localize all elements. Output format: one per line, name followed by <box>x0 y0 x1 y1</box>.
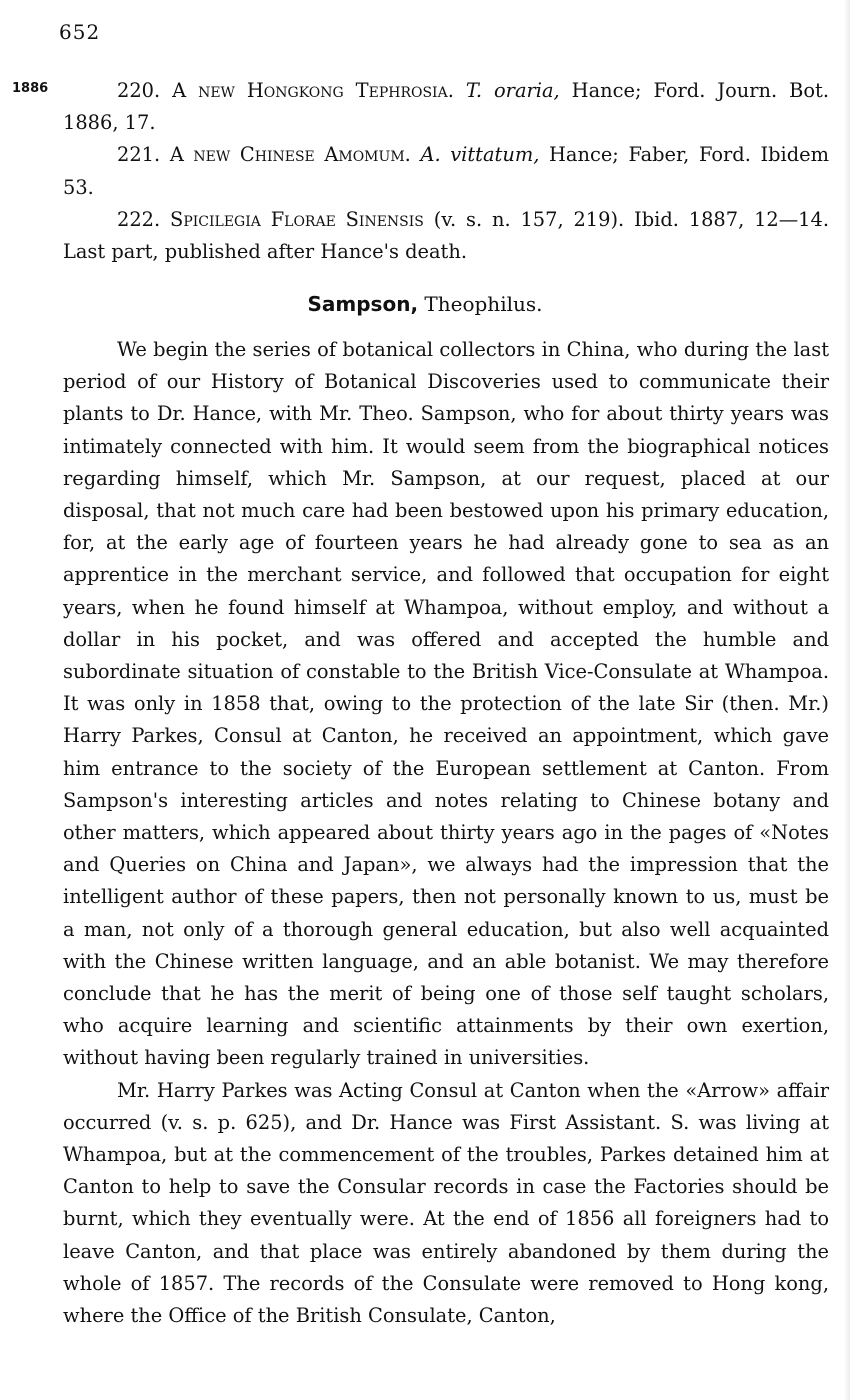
entry-number: 221. <box>117 143 161 167</box>
entry-221 <box>63 139 829 203</box>
entry-number: 222. <box>117 207 161 231</box>
body-text <box>63 334 829 1332</box>
margin-year: 1886 <box>12 81 49 96</box>
heading-surname: Sampson, <box>307 292 419 316</box>
entry-title: Spicilegia Florae Sinensis <box>170 207 424 231</box>
entry-species: A. vittatum, <box>420 143 540 167</box>
paragraph: Mr. Harry Parkes was Acting Consul at Canton when the «Arrow» affair occurred (v. s. p. 625), and Dr. Hance was First Assistant. S. was living at Whampoa, but at the commencement of the troubles, Parkes detained him at Canton to help to save the Consular records in case the Factories should be burnt, which they eventually were. At the end of 1856 all foreigners had to leave Canton, and that place was entirely abandoned by them during the whole of 1857. The records of the Consulate were removed to Hong kong, where the Office of the British Consulate, Canton, <box>63 1078 829 1328</box>
entry-reference: Hance; Faber, Ford. Ibidem 53. <box>63 143 830 199</box>
entry-title: A new Chinese Amomum. <box>169 143 411 167</box>
entry-reference: (v. s. n. 157, 219). Ibid. 1887, 12—14. Last part, published after Hance's death. <box>63 207 830 264</box>
entry-number: 220. <box>117 79 161 102</box>
entry-title: A new Hongkong Tephrosia. <box>172 79 454 102</box>
entry-220 <box>63 75 829 139</box>
heading-given-name: Theophilus. <box>424 292 543 316</box>
entry-222 <box>63 204 829 268</box>
page-number: 652 <box>59 20 101 44</box>
section-heading <box>0 292 850 316</box>
paragraph: We begin the series of botanical collectors in China, who during the last period of our History of Botanical Discoveries used to communicate their plants to Dr. Hance, with Mr. Theo. Sampson, who for about thirty years was intimately connected with him. It would seem from the biographical notices regarding himself, which Mr. Sampson, at our request, placed at our disposal, that not much care had been bestowed upon his primary education, for, at the early age of fourteen years he had already gone to sea as an apprentice in the merchant service, and followed that occupation for eight years, when he found himself at Whampoa, without employ, and without a dollar in his pocket, and was offered and accepted the humble and subordinate situation of constable to the British Vice-Consulate at Whampoa. It was only in 1858 that, owing to the protection of the late Sir (then. Mr.) Harry Parkes, Consul at Canton, he received an appointment, which gave him entrance to the society of the European settlement at Canton. From Sampson's interesting articles and notes relating to Chinese botany and other matters, which appeared about thirty years ago in the pages of «Notes and Queries on China and Japan», we always had the impression that the intelligent author of these papers, then not personally known to us, must be a man, not only of a thorough general education, but also well acquainted with the Chinese written language, and an able botanist. We may therefore conclude that he has the merit of being one of those self taught scholars, who acquire learning and scientific attainments by their own exertion, without having been regularly trained in universities. <box>63 338 829 1070</box>
entry-species: T. oraria, <box>465 79 560 102</box>
entry-reference: Hance; Ford. Journ. Bot. 1886, 17. <box>63 79 829 135</box>
bibliography-entries <box>63 75 829 268</box>
page-edge-shadow <box>844 0 850 1400</box>
